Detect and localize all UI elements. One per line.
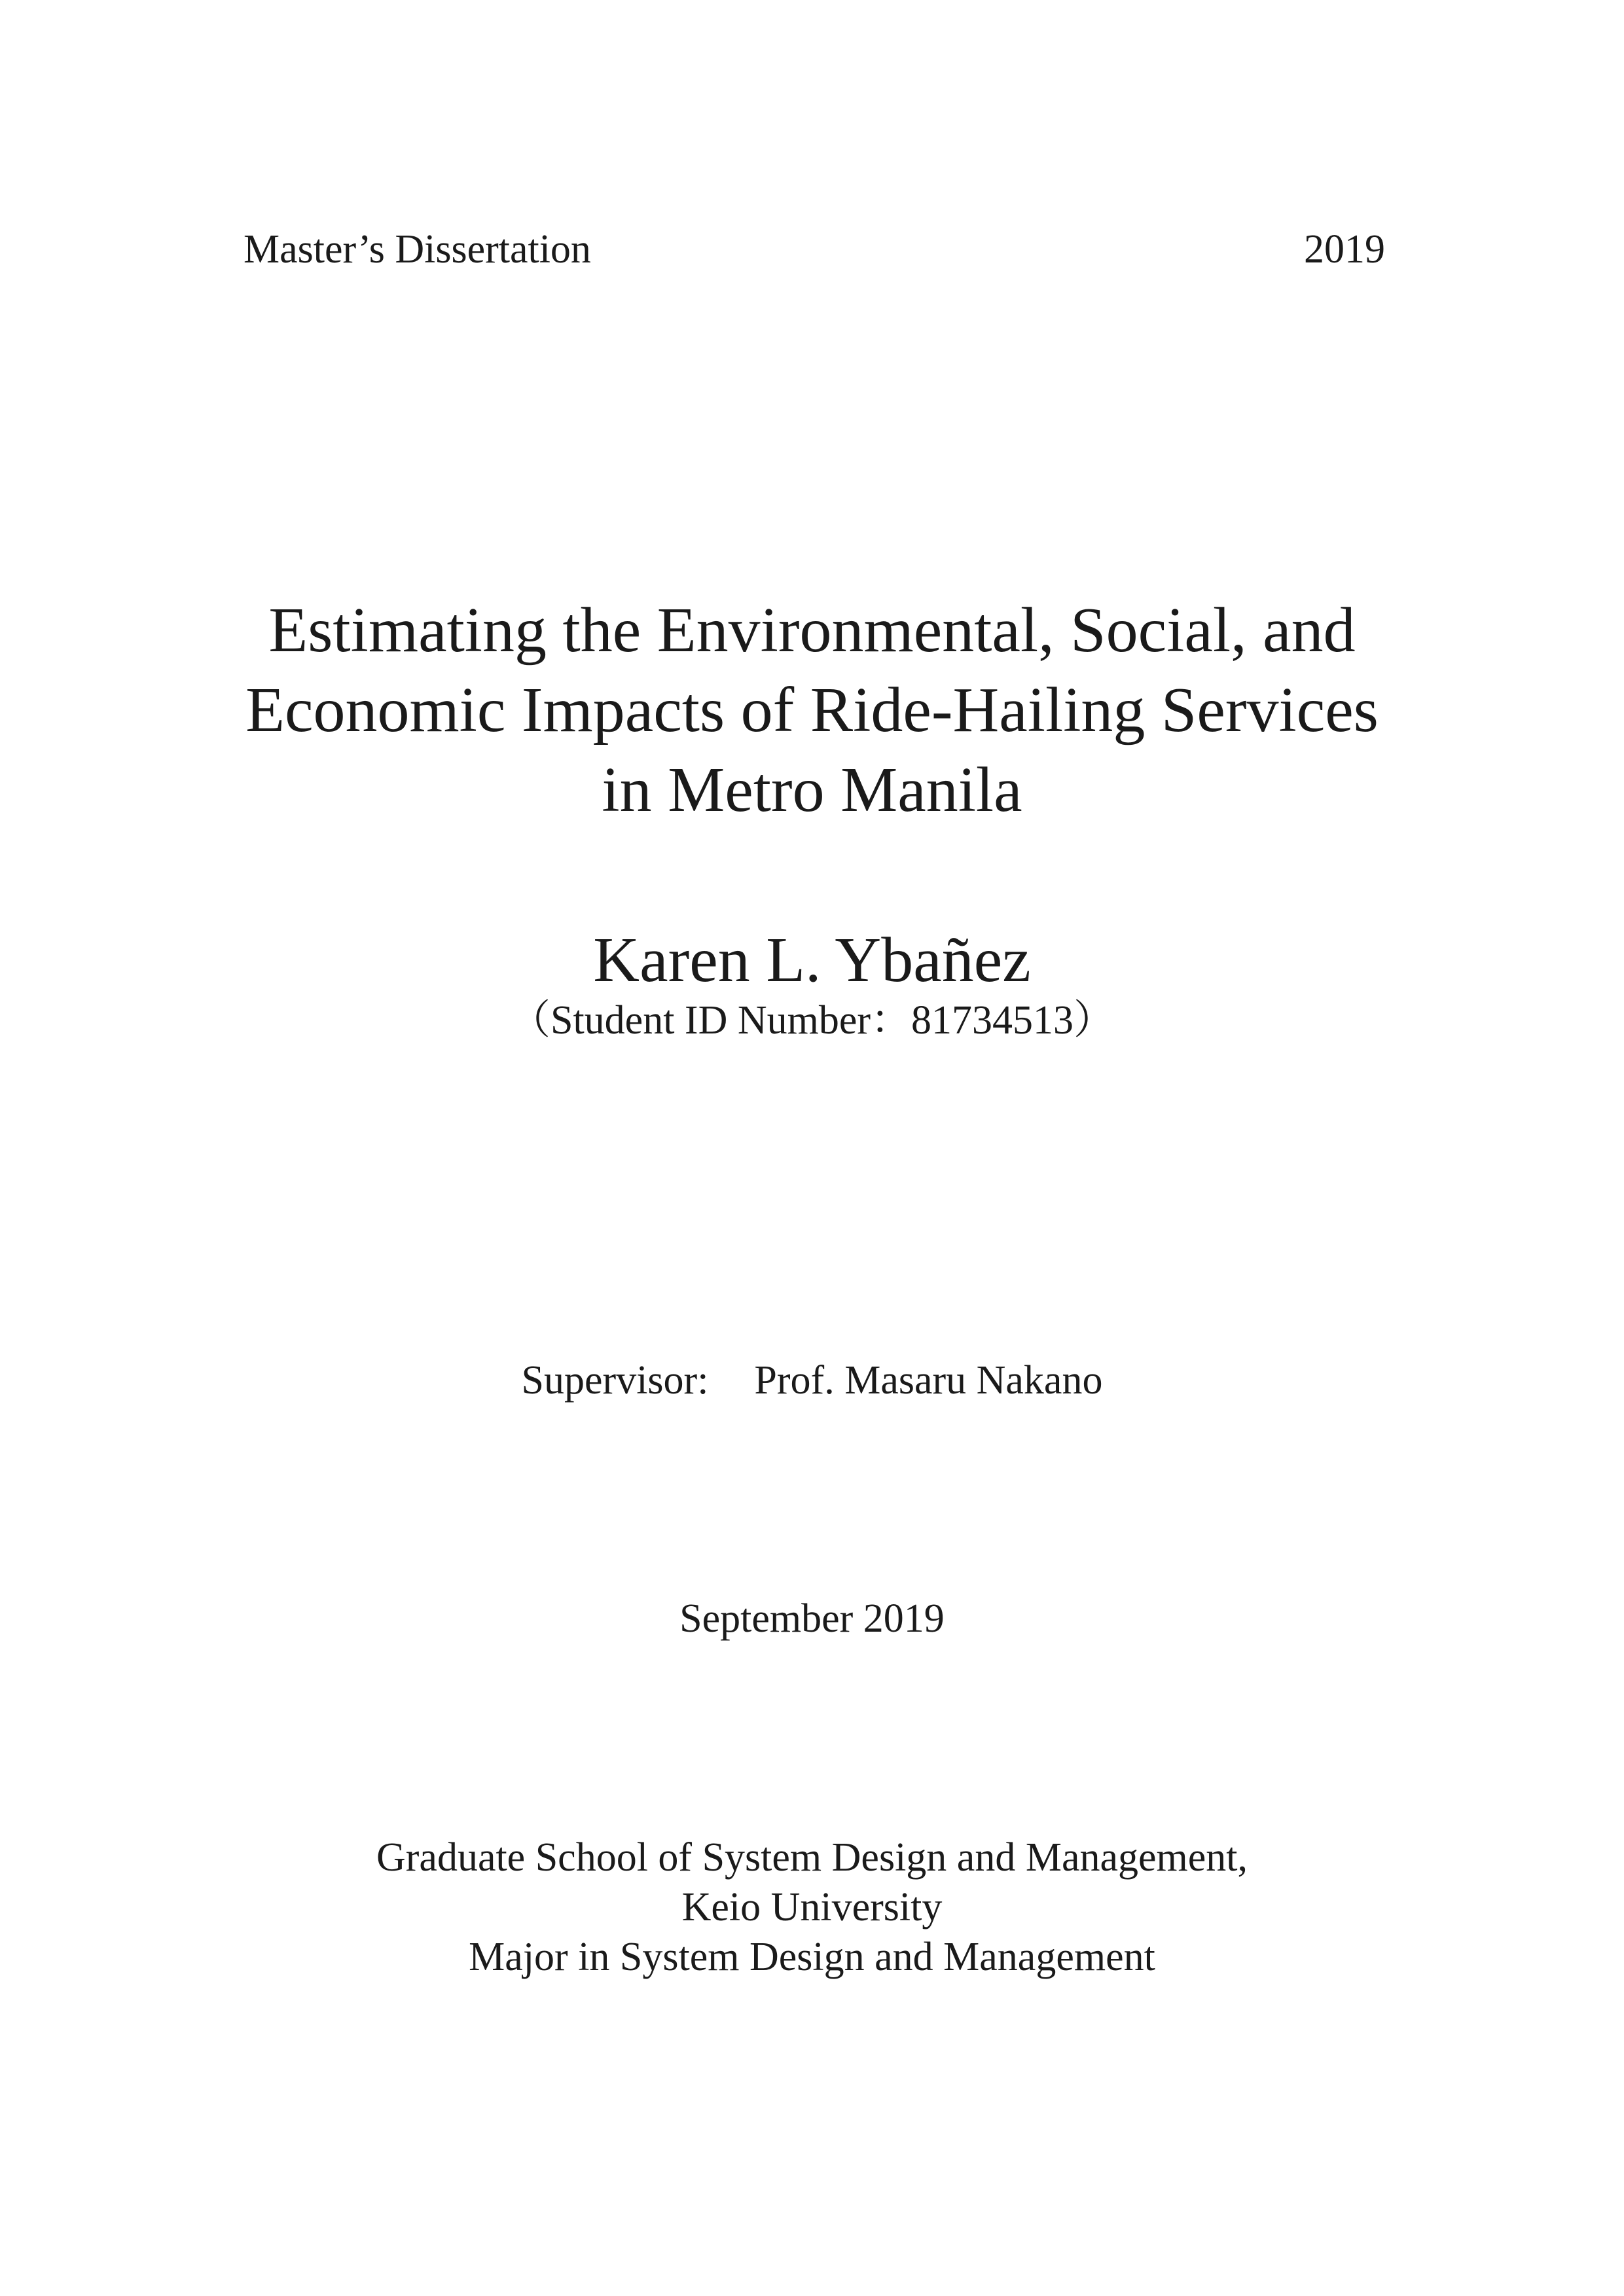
supervisor xyxy=(0,1360,1624,1401)
document-type: Master’s Dissertation xyxy=(244,227,591,272)
affiliation-line: Graduate School of System Design and Management, xyxy=(376,1835,1248,1880)
affiliation-line: Major in System Design and Management xyxy=(469,1935,1155,1979)
submission-date: September 2019 xyxy=(679,1596,945,1641)
student-id: （Student ID Number：81734513） xyxy=(509,998,1115,1043)
title-line: Economic Impacts of Ride-Hailing Services xyxy=(245,675,1379,745)
affiliation-line: Keio University xyxy=(681,1885,943,1929)
supervisor-name: Prof. Masaru Nakano xyxy=(754,1358,1103,1403)
title-line: in Metro Manila xyxy=(602,755,1022,825)
dissertation-title xyxy=(0,590,1624,830)
supervisor-label: Supervisor: xyxy=(521,1358,709,1403)
title-line: Estimating the Environmental, Social, and xyxy=(268,595,1356,666)
author-name: Karen L. Ybañez xyxy=(593,925,1031,996)
affiliation xyxy=(0,1833,1624,1982)
header-year: 2019 xyxy=(1304,227,1385,272)
